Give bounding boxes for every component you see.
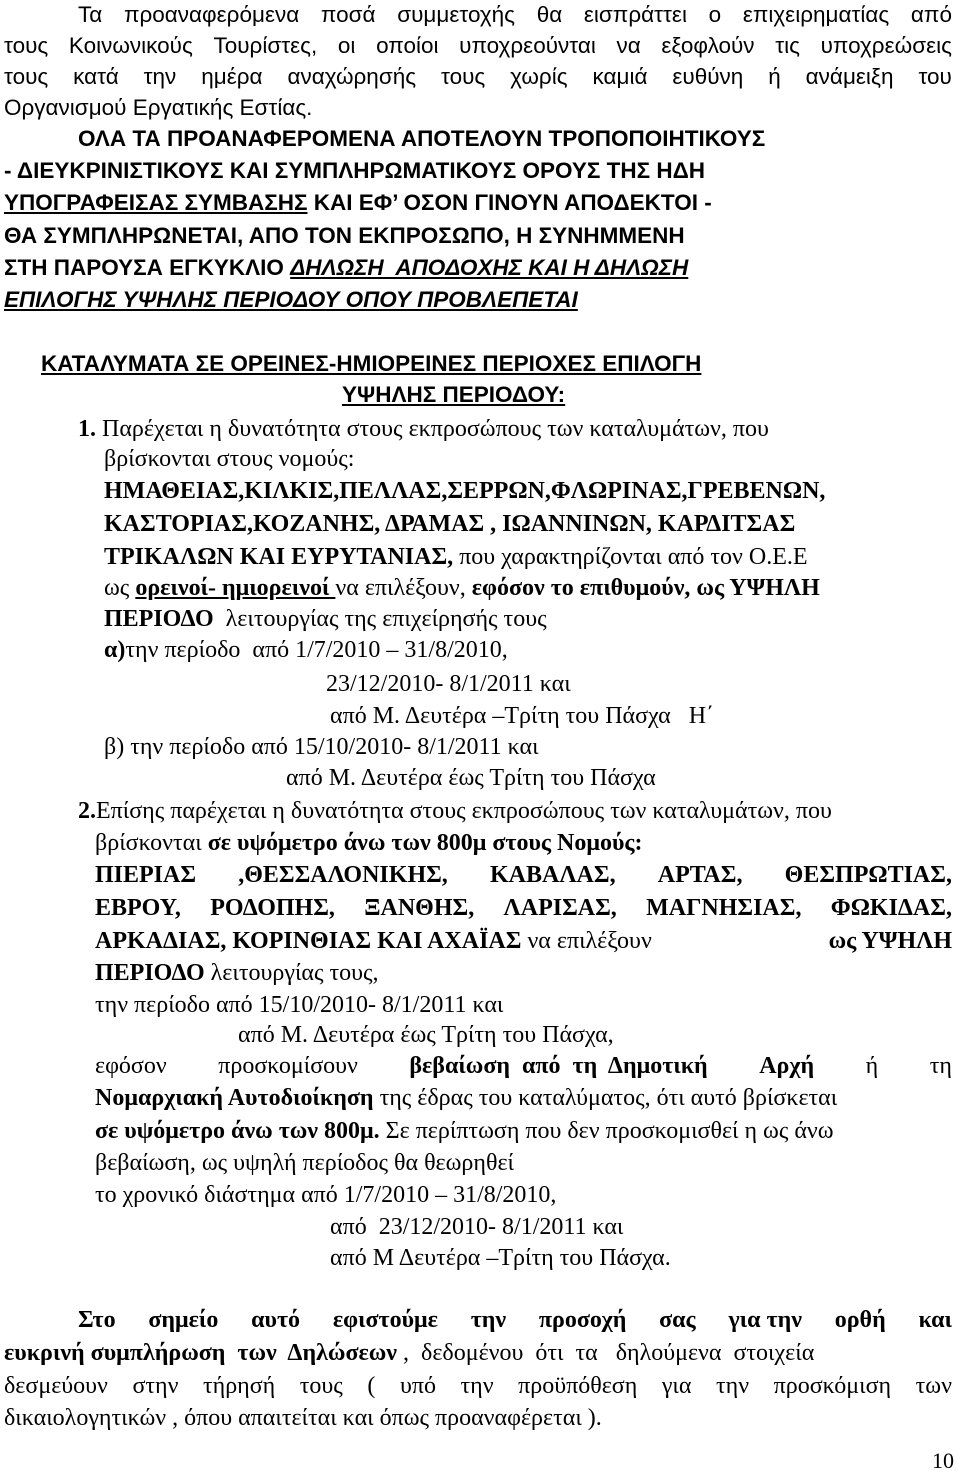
- item1-located: βρίσκονται στους νομούς:: [104, 446, 355, 472]
- item1-number: 1.: [78, 416, 96, 442]
- intro-line-3: τους κατά την ημέρα αναχώρησής τους χωρίς καμιά ευθύνη ή ανάμειξη του: [4, 64, 952, 89]
- item1-option-a-1: α)την περίοδο από 1/7/2010 – 31/8/2010,: [104, 637, 508, 663]
- item1-option-a-3: από Μ. Δευτέρα –Τρίτη του Πάσχα Η΄: [330, 703, 715, 729]
- item2-prefectures-2: ΕΒΡΟΥ, ΡΟΔΟΠΗΣ, ΞΑΝΘΗΣ, ΛΑΡΙΣΑΣ, ΜΑΓΝΗΣΙΑΣ, ΦΩΚΙΔΑΣ,: [95, 895, 952, 921]
- item2-number: 2.: [78, 798, 96, 824]
- signed-contract-text: ΥΠΟΓΡΑΦΕΙΣΑΣ ΣΥΜΒΑΣΗΣ: [4, 190, 308, 215]
- item2-period-1: την περίοδο από 15/10/2010- 8/1/2011 και: [95, 992, 504, 1018]
- notice-line-2: - ΔΙΕΥΚΡΙΝΙΣΤΙΚΟΥΣ ΚΑΙ ΣΥΜΠΛΗΡΩΜΑΤΙΚΟΥΣ ΟΡΟΥΣ ΤΗΣ ΗΔΗ: [4, 158, 706, 183]
- intro-line-1: Τα προαναφερόμενα ποσά συμμετοχής θα εισπράττει ο επιχειρηματίας από: [78, 2, 952, 27]
- item1-choose-line: ως ορεινοί- ημιορεινοί να επιλέξουν, εφόσον το επιθυμούν, ως ΥΨΗΛΗ: [104, 575, 820, 601]
- page-number: 10: [932, 1448, 954, 1473]
- item1-prefectures-1: ΗΜΑΘΕΙΑΣ,ΚΙΛΚΙΣ,ΠΕΛΛΑΣ,ΣΕΡΡΩΝ,ΦΛΩΡΙΝΑΣ,ΓΡΕΒΕΝΩΝ,: [104, 478, 826, 504]
- notice-line-4: ΘΑ ΣΥΜΠΛΗΡΩΝΕΤΑΙ, ΑΠΟ ΤΟΝ ΕΚΠΡΟΣΩΠΟ, Η ΣΥΝΗΜΜΕΝΗ: [4, 223, 685, 248]
- item2-requirement-3: σε υψόμετρο άνω των 800μ. Σε περίπτωση που δεν προσκομισθεί η ως άνω: [95, 1118, 834, 1144]
- item1-option-b-1: β) την περίοδο από 15/10/2010- 8/1/2011 και: [104, 734, 539, 760]
- notice-line-6: ΕΠΙΛΟΓΗΣ ΥΨΗΛΗΣ ΠΕΡΙΟΔΟΥ ΟΠΟΥ ΠΡΟΒΛΕΠΕΤΑΙ: [4, 287, 578, 312]
- section-heading-line-2: ΥΨΗΛΗΣ ΠΕΡΙΟΔΟΥ:: [342, 382, 566, 407]
- intro-line-2: τους Κοινωνικούς Τουρίστες, οι οποίοι υποχρεούνται να εξοφλούν τις υποχρεώσεις: [4, 33, 952, 58]
- declaration-link-text: ΔΗΛΩΣΗ ΑΠΟΔΟΧΗΣ ΚΑΙ Η ΔΗΛΩΣΗ: [290, 255, 689, 280]
- item2-requirement-7: από Μ Δευτέρα –Τρίτη του Πάσχα.: [330, 1245, 671, 1271]
- closing-line-4: δικαιολογητικών , όπου απαιτείται και όπως προαναφέρεται ).: [4, 1405, 602, 1431]
- item1-option-a-2: 23/12/2010- 8/1/2011 και: [326, 671, 571, 697]
- item2-requirement-5: το χρονικό διάστημα από 1/7/2010 – 31/8/2010,: [95, 1182, 557, 1208]
- item2-prefectures-3: ΑΡΚΑΔΙΑΣ, ΚΟΡΙΝΘΙΑΣ ΚΑΙ ΑΧΑΪΑΣ να επιλέξουν ως ΥΨΗΛΗ: [95, 928, 952, 954]
- item1-prefectures-2: ΚΑΣΤΟΡΙΑΣ,ΚΟΖΑΝΗΣ, ΔΡΑΜΑΣ , ΙΩΑΝΝΙΝΩΝ, ΚΑΡΔΙΤΣΑΣ: [104, 511, 796, 537]
- item1-option-b-2: από Μ. Δευτέρα έως Τρίτη του Πάσχα: [286, 765, 656, 791]
- item2-period-line: ΠΕΡΙΟΔΟ λειτουργίας τους,: [95, 960, 379, 986]
- item2-prefectures-1: ΠΙΕΡΙΑΣ ,ΘΕΣΣΑΛΟΝΙΚΗΣ, ΚΑΒΑΛΑΣ, ΑΡΤΑΣ, ΘΕΣΠΡΩΤΙΑΣ,: [95, 862, 952, 888]
- intro-line-4: Οργανισμού Εργατικής Εστίας.: [4, 95, 313, 120]
- item2-requirement-6: από 23/12/2010- 8/1/2011 και: [330, 1214, 624, 1240]
- closing-line-1: Στο σημείο αυτό εφιστούμε την προσοχή σας για την ορθή και: [78, 1307, 952, 1333]
- item1-prefectures-3: ΤΡΙΚΑΛΩΝ ΚΑΙ ΕΥΡΥΤΑΝΙΑΣ, που χαρακτηρίζονται από τον Ο.Ε.Ε: [104, 544, 808, 570]
- notice-line-5: ΣΤΗ ΠΑΡΟΥΣΑ ΕΓΚΥΚΛΙΟ ΔΗΛΩΣΗ ΑΠΟΔΟΧΗΣ ΚΑΙ Η ΔΗΛΩΣΗ: [4, 255, 689, 280]
- closing-line-3: δεσμεύουν στην τήρησή τους ( υπό την προϋπόθεση για την προσκόμιση των: [4, 1373, 952, 1399]
- item2-requirement-4: βεβαίωση, ως υψηλή περίοδος θα θεωρηθεί: [95, 1150, 514, 1176]
- closing-line-2: ευκρινή συμπλήρωση των Δηλώσεων , δεδομένου ότι τα δηλούμενα στοιχεία: [4, 1340, 815, 1366]
- item2-intro: 2.Επίσης παρέχεται η δυνατότητα στους εκπροσώπους των καταλυμάτων, που: [78, 798, 832, 824]
- section-heading-line-1: ΚΑΤΑΛΥΜΑΤΑ ΣΕ ΟΡΕΙΝΕΣ-ΗΜΙΟΡΕΙΝΕΣ ΠΕΡΙΟΧΕΣ ΕΠΙΛΟΓΗ: [41, 351, 702, 376]
- notice-line-3: ΥΠΟΓΡΑΦΕΙΣΑΣ ΣΥΜΒΑΣΗΣ ΚΑΙ ΕΦ’ ΟΣΟΝ ΓΙΝΟΥΝ ΑΠΟΔΕΚΤΟΙ -: [4, 190, 712, 215]
- item2-requirement-2: Νομαρχιακή Αυτοδιοίκηση της έδρας του καταλύματος, ότι αυτό βρίσκεται: [95, 1085, 838, 1111]
- item2-period-2: από Μ. Δευτέρα έως Τρίτη του Πάσχα,: [238, 1022, 614, 1048]
- item2-located: βρίσκονται σε υψόμετρο άνω των 800μ στους Νομούς:: [95, 830, 643, 856]
- item1-period-line: ΠΕΡΙΟΔΟ λειτουργίας της επιχείρησής τους: [104, 606, 547, 632]
- item1-intro: 1. Παρέχεται η δυνατότητα στους εκπροσώπους των καταλυμάτων, που: [78, 416, 769, 442]
- item2-requirement-1: εφόσον προσκομίσουν βεβαίωση από τη Δημοτική Αρχή ή τη: [95, 1053, 952, 1079]
- mountain-text: ορεινοί- ημιορεινοί: [135, 575, 336, 601]
- notice-line-1: ΟΛΑ ΤΑ ΠΡΟΑΝΑΦΕΡΟΜΕΝΑ ΑΠΟΤΕΛΟΥΝ ΤΡΟΠΟΠΟΙΗΤΙΚΟΥΣ: [78, 126, 766, 151]
